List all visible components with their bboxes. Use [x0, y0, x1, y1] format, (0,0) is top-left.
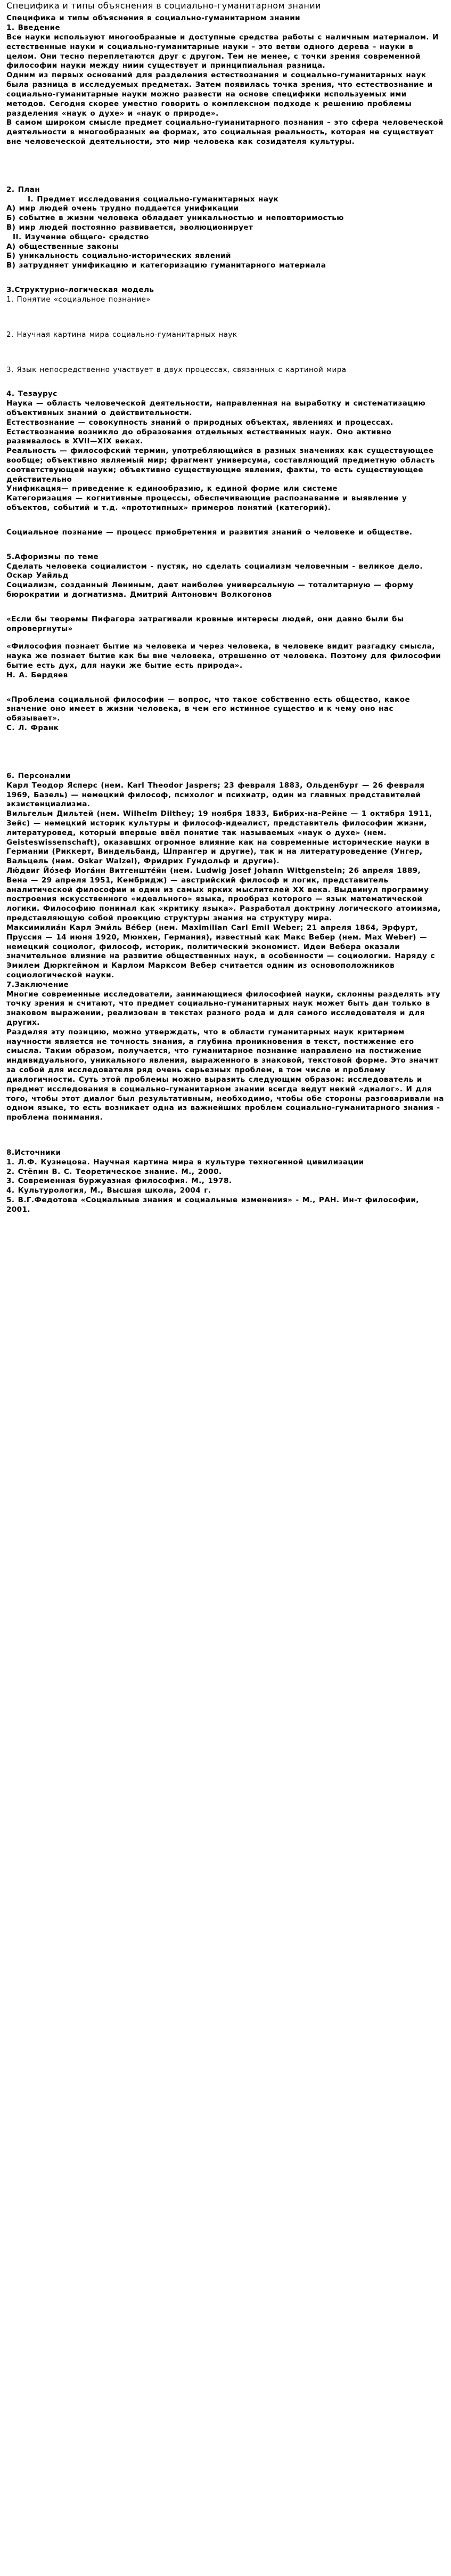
thesaurus-entry: Естествознание — совокупность знаний о природных объектах, явлениях и процессах. Естествознание возникло до образования отдельных естественных наук. Оно активно развивалось в XVII—XIX веках.: [6, 418, 393, 446]
intro-paragraph-2: Одним из первых оснований для разделения естествознания и социально-гуманитарных наук была разница в исследуемых предметах. Затем появилась точка зрения, что естествознание и социально-гуманитарные науки можно развести на основе специфики используемых ими методов. Сегодня скорее уместно говорить о комплексном подходе к решению проблемы разделения «наук о духе» и «наук о природе».: [6, 71, 433, 118]
source-item: 2. Стёпин В. С. Теоретическое знание. М., 2000.: [6, 1167, 222, 1176]
thesaurus-entry: Категоризация — когнитивные процессы, обеспечивающие распознавание и выявление у объектов, событий и т.д. «прототипных» примеров понятий (категорий).: [6, 494, 407, 513]
source-item: 1. Л.Ф. Кузнецова. Научная картина мира в культуре техногенной цивилизации: [6, 1157, 364, 1167]
persons-label: 6. Персоналии: [6, 771, 71, 780]
conclusion-label: 7.Заключение: [6, 980, 69, 989]
plan-item: А) мир людей очень трудно поддается унификации: [6, 204, 239, 213]
thesaurus-entry: Наука — область человеческой деятельности, направленная на выработку и систематизацию объективных знаний о действительности.: [6, 399, 426, 417]
thesaurus-extra: Социальное познание — процесс приобретения и развития знаний о человеке и обществе.: [6, 528, 413, 537]
source-item: 3. Современная буржуазная философия. М., 1978.: [6, 1177, 232, 1186]
document-body: [6, 14, 445, 1214]
plan-item: Б) событие в жизни человека обладает уникальностью и неповторимостью: [6, 214, 344, 223]
page-title: Специфика и типы объяснения в социально-гуманитарном знании: [6, 1, 321, 11]
document-page: [0, 0, 451, 1215]
source-item: 5. В.Г.Федотова «Социальные знания и социальные изменения» - М., РАН. Ин-т философии, 2001.: [6, 1196, 419, 1214]
plan-label: 2. План: [6, 185, 40, 194]
plan-item: I. Предмет исследования социально-гуманитарных наук: [28, 195, 279, 204]
person-entry: Карл Теодор Ясперс (нем. Karl Theodor Jaspers; 23 февраля 1883, Ольденбург — 26 февраля 1969, Базель) — немецкий философ, психолог и психиатр, один из главных представителей экзистенциализма.: [6, 781, 425, 809]
person-entry: Вильгельм Дильтей (нем. Wilhelm Dilthey; 19 ноября 1833, Бибрих-на-Рейне — 1 октября 1911, Зейс) — немецкий историк культуры и философ-идеалист, представитель философии жизни, литературовед, который впервые ввёл понятие так называемых «наук о духе» (нем. Geisteswissenschaft), оказавших огромное влияние как на современные исторические науки в Германии (Риккерт, Виндельбанд, Шпрангер и другие), так и на литературоведение (Унгер, Вальцель (нем. Oskar Walzel), Фридрих Гундольф и другие).: [6, 809, 432, 866]
plan-item: В) затрудняет унификацию и категоризацию гуманитарного материала: [6, 261, 326, 270]
intro-paragraph-3: В самом широком смысле предмет социально-гуманитарного познания – это сфера человеческой деятельности в многообразных ее формах, это социальная реальность, которая не существует вне человеческой деятельности, это мир человека как созидателя культуры.: [6, 118, 444, 146]
conclusion-paragraph-1: Многие современные исследователи, занимающиеся философией науки, склонны разделять эту точку зрения и считают, что предмет социально-гуманитарных наук может быть дан только в знаковом выражении, реализован в текстах разного рода и для самого исследователя и для других.: [6, 990, 441, 1027]
plan-item: Б) уникальность социально-исторических явлений: [6, 252, 231, 261]
aphorism-quote: Сделать человека социалистом - пустяк, но сделать социализм человечным - великое дело. Оскар Уайльд: [6, 562, 423, 580]
aphorisms-label: 5.Афоризмы по теме: [6, 552, 99, 561]
aphorism-quote: Социализм, созданный Лениным, дает наиболее универсальную — тоталитарную — форму бюрократии и догматизма. Дмитрий Антонович Волкогонов: [6, 581, 414, 599]
aphorism-quote: «Если бы теоремы Пифагора затрагивали кровные интересы людей, они давно были бы опровергнуты»: [6, 614, 404, 633]
thesaurus-entry: Реальность — философский термин, употребляющийся в разных значениях как существующее вообще; объективно являемый мир; фрагмент универсума, составляющий предметную область соответствующей науки; объективно существующие явления, факты, то есть существующее действительно: [6, 447, 435, 484]
intro-label: 1. Введение: [6, 23, 61, 33]
aphorism-quote: «Философия познает бытие из человека и через человека, в человеке видит разгадку смысла, наука же познает бытие как бы вне человека, отрешенно от человека. Поэтому для философии бытие есть дух, для науки же бытие есть природа».: [6, 642, 441, 670]
thesaurus-entry: Унификация— приведение к единообразию, к единой форме или системе: [6, 484, 338, 493]
model-label: 3.Структурно-логическая модель: [6, 286, 154, 295]
plan-item: II. Изучение общего- средство: [13, 232, 149, 241]
person-entry: Максимилиа́н Карл Эми́ль Ве́бер (нем. Maximilian Carl Emil Weber; 21 апреля 1864, Эрфурт, Пруссия — 14 июня 1920, Мюнхен, Германия), известный как Макс Вебер (нем. Max Weber) — немецкий социолог, философ, историк, политический экономист. Идеи Вебера оказали значительное влияние на развитие общественных наук, в особенности — социологии. Наряду с Эмилем Дюркгеймом и Карлом Марксом Вебер считается одним из основоположников социологической науки.: [6, 923, 435, 979]
intro-paragraph-1: Все науки используют многообразные и доступные средства работы с наличным материалом. И естественные науки и социально-гуманитарные науки – это ветви одного дерева – науки в целом. Они тесно переплетаются друг с другом. Тем не менее, с точки зрения современной философии науки между ними существует и принципиальная разница.: [6, 33, 439, 70]
aphorism-author: С. Л. Франк: [6, 724, 59, 733]
document-heading: Специфика и типы объяснения в социально-гуманитарном знании: [6, 14, 301, 23]
aphorism-quote: «Проблема социальной философии — вопрос, что такое собственно есть общество, какое значение оно имеет в жизни человека, в чем его истинное существо и к чему оно нас обязывает».: [6, 695, 411, 723]
model-item: 1. Понятие «социальное познание»: [6, 295, 151, 304]
model-item: 2. Научная картина мира социально-гуманитарных наук: [6, 330, 237, 339]
aphorism-author: Н. А. Бердяев: [6, 670, 68, 679]
model-item: 3. Язык непосредственно участвует в двух процессах, связанных с картиной мира: [6, 365, 347, 374]
sources-label: 8.Источники: [6, 1148, 61, 1157]
person-entry: Лю́двиг Йо́зеф Иога́нн Витгенште́йн (нем. Ludwig Josef Johann Wittgenstein; 26 апреля 1889, Вена — 29 апреля 1951, Кембридж) — австрийский философ и логик, представитель аналитической философии и один из самых ярких мыслителей XX века. Выдвинул программу построения искусственного «идеального» языка, прообраз которого — язык математической логики. Философию понимал как «критику языка». Разработал доктрину логического атомизма, представляющую собой проекцию структуры знания на структуру мира.: [6, 866, 441, 923]
source-item: 4. Культурология, М., Высшая школа, 2004 г.: [6, 1186, 211, 1195]
plan-item: А) общественные законы: [6, 242, 119, 251]
thesaurus-label: 4. Тезаурус: [6, 390, 58, 399]
plan-item: В) мир людей постоянно развивается, эволюционирует: [6, 223, 253, 232]
conclusion-paragraph-2: Разделяя эту позицию, можно утверждать, что в области гуманитарных наук критерием научности является не точность знания, а глубина проникновения в текст, постижение его смысла. Таким образом, получается, что гуманитарное познание направлено на постижение индивидуального, уникального явления, выраженного в знаковой, текстовой форме. Это значит за собой для исследователя ряд очень серьезных проблем, в том числе и проблему диалогичности. Суть этой проблемы можно выразить следующим образом: исследователь и предмет исследования в социально-гуманитарном знании всегда ведут некий «диалог». И для того, чтобы этот диалог был результативным, необходимо, чтобы обе стороны разговаривали на одном языке, то есть возникает одна из важнейших проблем социально-гуманитарного знания - проблема понимания.: [6, 1027, 444, 1122]
